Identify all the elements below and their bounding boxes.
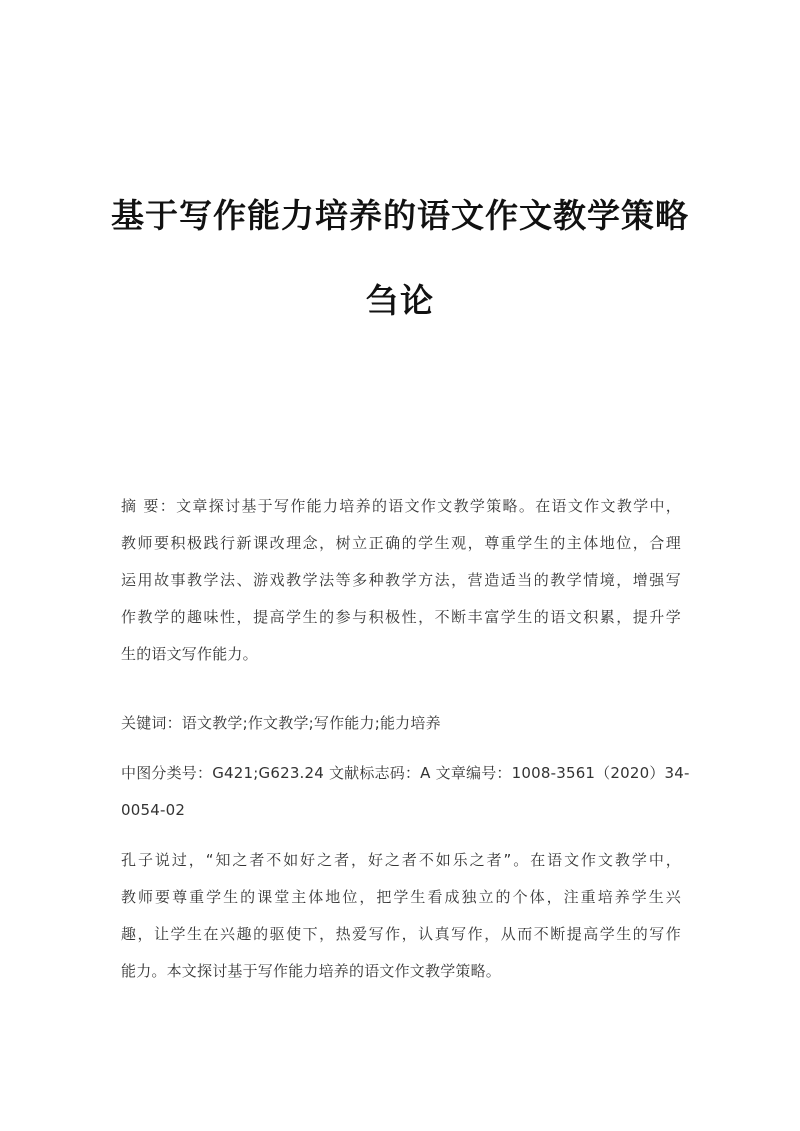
abstract-line: 教师要积极践行新课改理念，树立正确的学生观，尊重学生的主体地位，合理 (121, 534, 681, 552)
abstract-paragraph (121, 488, 681, 673)
body-line: 趣，让学生在兴趣的驱使下，热爱写作，认真写作，从而不断提高学生的写作 (121, 925, 681, 943)
body-line: 教师要尊重学生的课堂主体地位，把学生看成独立的个体，注重培养学生兴 (121, 888, 681, 906)
abstract-line: 作教学的趣味性，提高学生的参与积极性，不断丰富学生的语文积累，提升学 (121, 608, 681, 626)
body-line: 能力。本文探讨基于写作能力培养的语文作文教学策略。 (121, 962, 502, 980)
keywords-line (121, 705, 681, 742)
title-line-2: 刍论 (366, 281, 434, 320)
keywords-text: 关键词：语文教学;作文教学;写作能力;能力培养 (121, 714, 441, 732)
classification-line: 中图分类号：G421;G623.24 文献标志码：A 文章编号：1008-3561（2020）34- (121, 764, 690, 782)
title-line-1: 基于写作能力培养的语文作文教学策略 (111, 196, 689, 235)
body-line: 孔子说过，“知之者不如好之者，好之者不如乐之者”。在语文作文教学中， (121, 851, 681, 869)
abstract-line: 摘 要：文章探讨基于写作能力培养的语文作文教学策略。在语文作文教学中， (121, 497, 681, 515)
abstract-line: 运用故事教学法、游戏教学法等多种教学方法，营造适当的教学情境，增强写 (121, 571, 681, 589)
body-paragraph (121, 842, 681, 990)
classification-line: 0054-02 (121, 801, 186, 819)
abstract-line: 生的语文写作能力。 (121, 645, 258, 663)
classification-block (121, 755, 690, 829)
